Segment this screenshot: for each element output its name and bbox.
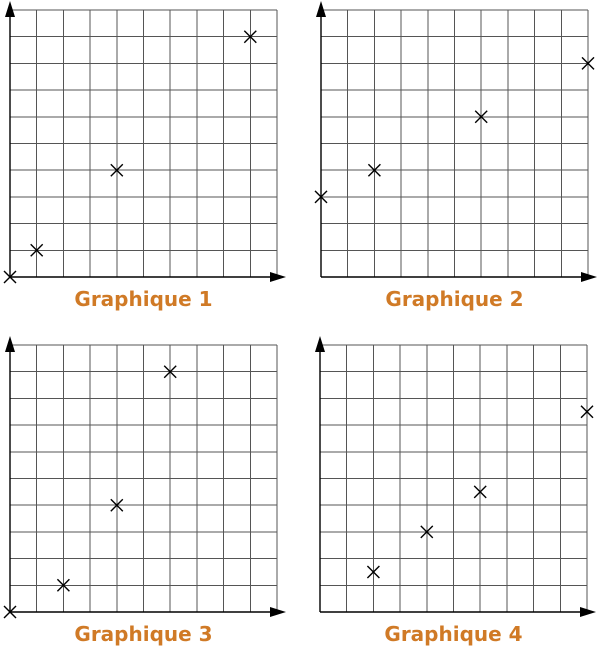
x-axis-arrow-icon bbox=[270, 272, 286, 282]
chart-panel-2 bbox=[315, 1, 597, 311]
chart-panel-3 bbox=[4, 336, 286, 646]
x-axis-arrow-icon bbox=[270, 607, 286, 617]
y-axis-arrow-icon bbox=[5, 336, 15, 352]
y-axis-arrow-icon bbox=[5, 1, 15, 17]
y-axis-arrow-icon bbox=[316, 1, 326, 17]
chart-title: Graphique 3 bbox=[74, 622, 213, 646]
chart-title: Graphique 4 bbox=[384, 622, 523, 646]
chart-panel-1 bbox=[4, 1, 286, 311]
chart-panel-4 bbox=[315, 336, 596, 646]
chart-title: Graphique 1 bbox=[74, 287, 213, 311]
x-axis-arrow-icon bbox=[580, 607, 596, 617]
y-axis-arrow-icon bbox=[315, 336, 325, 352]
chart-title: Graphique 2 bbox=[385, 287, 524, 311]
x-axis-arrow-icon bbox=[581, 272, 597, 282]
